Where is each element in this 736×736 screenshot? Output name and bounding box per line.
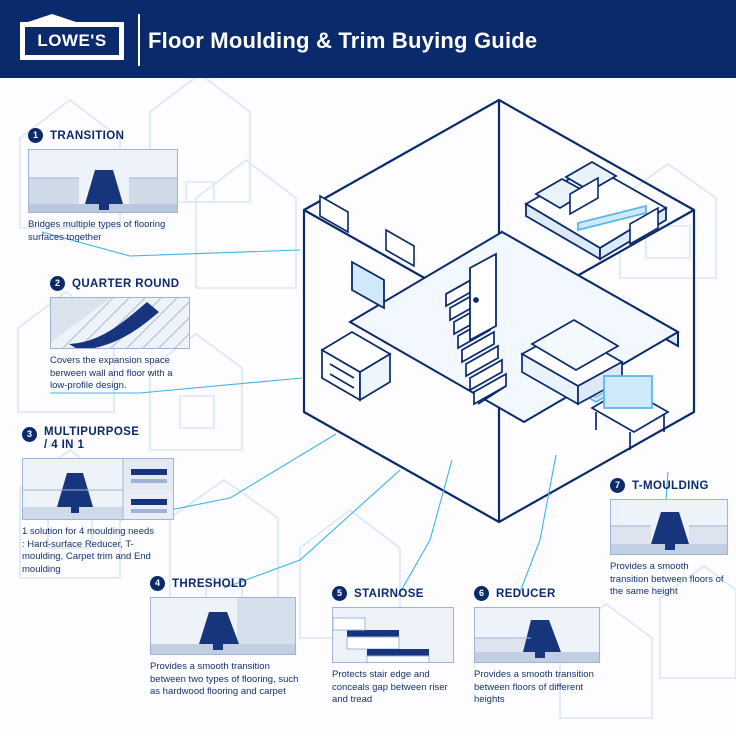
callout-title-3-line2: / 4 IN 1	[44, 439, 85, 451]
callout-transition	[28, 128, 178, 244]
callout-desc-2: Covers the expansion space berween wall and floor with a low-profile design.	[50, 355, 173, 391]
stairnose-profile-icon	[332, 607, 454, 663]
callout-title-3: MULTIPURPOSE	[44, 426, 140, 438]
callout-threshold	[150, 576, 299, 699]
callout-number-1: 1	[28, 128, 43, 143]
callout-reducer	[474, 586, 600, 707]
callout-number-7: 7	[610, 478, 625, 493]
callout-desc-3: 1 solution for 4 moulding needs : Hard-surface Reducer, T-moulding, Carpet trim and End moulding	[22, 526, 155, 575]
callout-t-moulding	[610, 478, 730, 599]
t-moulding-profile-icon	[610, 499, 728, 555]
multipurpose-profile-icon	[22, 458, 174, 520]
callout-title-6: REDUCER	[496, 587, 556, 600]
lowes-logo-text: LOWE'S	[37, 31, 107, 50]
callout-number-6: 6	[474, 586, 489, 601]
callout-title-5: STAIRNOSE	[354, 587, 424, 600]
page-title: Floor Moulding & Trim Buying Guide	[148, 28, 538, 53]
callout-title-2: QUARTER ROUND	[72, 277, 180, 290]
transition-profile-icon	[28, 149, 178, 213]
callout-number-2: 2	[50, 276, 65, 291]
quarter-round-profile-icon	[50, 297, 190, 349]
callout-desc-4: Provides a smooth transition between two types of flooring, such as hardwood flooring and carpet	[150, 661, 299, 697]
callout-desc-7: Provides a smooth transition between floors of the same height	[610, 561, 724, 597]
reducer-profile-icon	[474, 607, 600, 663]
callout-desc-6: Provides a smooth transition between floors of different heights	[474, 669, 594, 705]
callout-quarter-round	[50, 276, 190, 393]
threshold-profile-icon	[150, 597, 296, 655]
callout-number-4: 4	[150, 576, 165, 591]
callout-multipurpose	[22, 426, 174, 576]
callout-stairnose	[332, 586, 454, 707]
callout-title-7: T-MOULDING	[632, 479, 709, 492]
callout-number-3: 3	[22, 427, 37, 442]
callout-desc-5: Protects stair edge and conceals gap between riser and tread	[332, 669, 448, 705]
callout-title-1: TRANSITION	[50, 129, 125, 142]
callout-desc-1: Bridges multiple types of flooring surfaces together	[28, 219, 166, 243]
callout-number-5: 5	[332, 586, 347, 601]
callout-title-4: THRESHOLD	[172, 577, 248, 590]
